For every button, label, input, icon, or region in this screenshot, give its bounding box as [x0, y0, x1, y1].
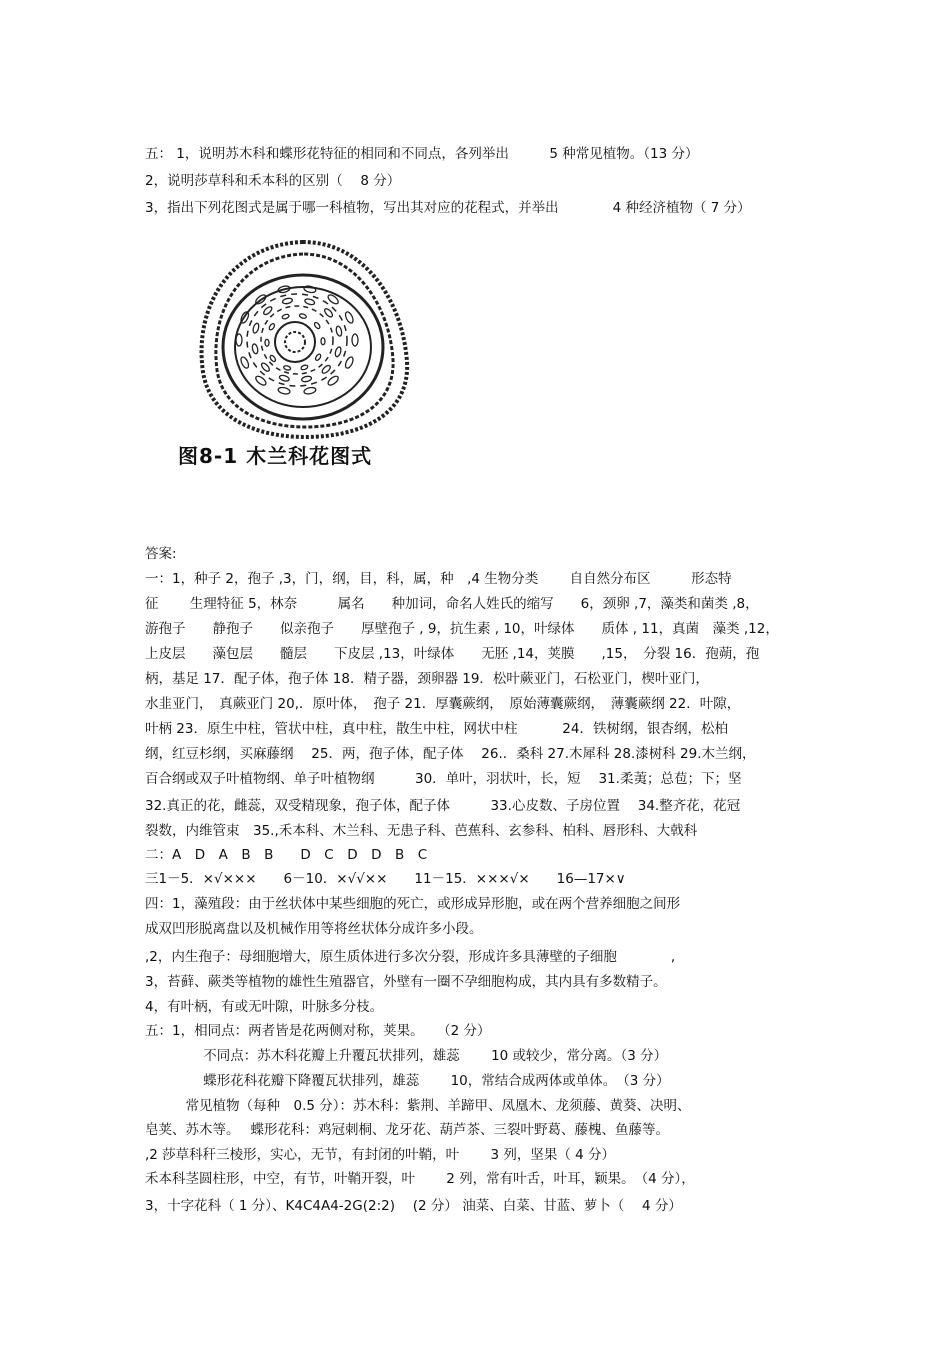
answer-line: ,2 莎草科秆三棱形，实心，无节，有封闭的叶鞘，叶 3 列，坚果（ 4 分）	[145, 1147, 616, 1163]
floral-part-mark	[323, 307, 333, 318]
magnolia-floral-diagram-icon	[175, 232, 435, 472]
floral-part-mark	[335, 326, 342, 337]
floral-part-mark	[269, 354, 276, 362]
floral-part-mark	[268, 323, 275, 331]
answer-line: 上皮层 藻包层 髓层 下皮层 ,13，叶绿体 无胚 ,14，荚膜 ,15， 分裂 16．孢蒴，孢	[145, 646, 760, 662]
floral-part-mark	[252, 343, 259, 354]
floral-part-mark	[321, 364, 332, 374]
floral-part-mark	[301, 375, 312, 382]
answer-line: 征 生理特征 5，林奈 属名 种加词，命名人姓氏的缩写 6，颈卵 ,7，藻类和菌类 ,8，	[145, 596, 759, 612]
floral-part-mark	[278, 386, 291, 395]
answer-line: 一：1，种子 2，孢子 ,3，门，纲，目，科，属，种 ,4 生物分类 自自然分布区 形态特	[145, 571, 732, 587]
floral-part-mark	[334, 346, 342, 357]
floral-part-mark	[303, 285, 316, 294]
answer-line: 百合纲或双子叶植物纲、单子叶植物纲 30．单叶，羽状叶，长，短 31.柔荑；总苞；下；坚	[145, 771, 742, 787]
answer-line: 禾本科茎圆柱形，中空，有节，叶鞘开裂，叶 2 列，常有叶舌，叶耳，颖果。 （4 分），	[145, 1171, 695, 1187]
answer-line: 纲，红豆杉纲，买麻藤纲 25．两，孢子体，配子体 26.．桑科 27.木犀科 28.漆树科 29.木兰纲，	[145, 746, 756, 762]
answer-line: 裂数，内维管束 35.,禾本科、木兰科、无患子科、芭蕉科、玄参科、柏科、唇形科、大戟科	[145, 823, 698, 839]
floral-part-mark	[262, 305, 273, 315]
question-5-2: 2，说明莎草科和禾本科的区别（ 8 分）	[145, 173, 401, 189]
floral-part-mark	[236, 334, 242, 346]
floral-part-mark	[327, 375, 340, 387]
answer-line: 蝶形花科花瓣下降覆瓦状排列，雄蕊 10，常结合成两体或单体。 （3 分）	[145, 1073, 670, 1089]
figure-caption: 图8-1 木兰科花图式	[178, 444, 373, 468]
floral-part-mark	[300, 364, 308, 370]
floral-part-mark	[314, 353, 321, 361]
answer-line: 4，有叶柄，有或无叶隙，叶脉多分枝。	[145, 999, 384, 1015]
floral-part-mark	[260, 362, 270, 373]
answer-line: 皂荚、苏木等。 蝶形花科：鸡冠刺桐、龙牙花、葫芦茶、三裂叶野葛、藤槐、鱼藤等。	[145, 1122, 670, 1138]
question-5-3: 3，指出下列花图式是属于哪一科植物，写出其对应的花程式，并举出 4 种经济植物（ 7 分）	[145, 200, 751, 216]
answer-line: 常见植物（每种 0.5 分）：苏木科：紫荆、羊蹄甲、凤凰木、龙须藤、黄葵、决明、	[145, 1098, 691, 1114]
answer-line: 四：1，藻殖段：由于丝状体中某些细胞的死亡，或形成异形胞，或在两个营养细胞之间形	[145, 896, 681, 912]
answer-line: 水韭亚门， 真蕨亚门 20,．原叶体， 孢子 21．厚囊蕨纲， 原始薄囊蕨纲， 薄囊蕨纲 22．叶隙，	[145, 696, 741, 712]
floral-part-mark	[279, 374, 290, 382]
answer-line: 柄，基足 17．配子体，孢子体 18．精子器，颈卵器 19．松叶蕨亚门，石松亚门，楔叶亚门，	[145, 671, 709, 687]
answer-line: 五：1，相同点：两者皆是花两侧对称，荚果。 （2 分）	[145, 1023, 491, 1039]
floral-part-mark	[239, 356, 250, 369]
floral-part-mark	[344, 356, 355, 369]
floral-part-mark	[304, 298, 315, 306]
floral-part-mark	[352, 334, 358, 346]
answers-heading: 答案:	[145, 546, 177, 562]
floral-part-mark	[265, 339, 269, 346]
floral-part-mark	[313, 322, 320, 330]
answer-line: 32.真正的花，雌蕊，双受精现象，孢子体，配子体 33.心皮数、子房位置 34.整齐花，花冠	[145, 798, 741, 814]
answer-line: 成双凹形脱离盘以及机械作用等将丝状体分成许多小段。	[145, 921, 483, 937]
answer-line: 3，苔藓、蕨类等植物的雄性生殖器官，外壁有一圈不孕细胞构成，其内具有多数精子。	[145, 974, 667, 990]
answer-line: ,2，内生孢子：母细胞增大，原生质体进行多次分裂，形成许多具薄壁的子细胞 ,	[145, 949, 676, 965]
floral-part-mark	[282, 297, 293, 304]
answer-line: 不同点：苏木科花瓣上升覆瓦状排列，雄蕊 10 或较少，常分离。（3 分）	[145, 1048, 668, 1064]
floral-part-mark	[321, 338, 325, 345]
answer-line: 叶柄 23．原生中柱，管状中柱，真中柱，散生中柱，网状中柱 24．铁树纲，银杏纲，松柏	[145, 721, 728, 737]
floral-part-mark	[303, 386, 316, 395]
floral-part-mark	[344, 311, 355, 324]
answer-line: 二：A D A B B D C D D B C	[145, 847, 428, 863]
question-5-1: 五： 1，说明苏木科和蝶形花特征的相同和不同点，各列举出 5 种常见植物。（13 分）	[145, 146, 699, 162]
answer-line: 3，十字花科（ 1 分）、K4C4A4-2G(2:2) (2 分） 油菜、白菜、甘蓝、萝卜（ 4 分）	[145, 1198, 682, 1214]
floral-part-mark	[282, 314, 290, 320]
answer-line: 游孢子 静孢子 似亲孢子 厚壁孢子 , 9，抗生素 , 10，叶绿体 质体 , 11，真菌 藻类 ,12，	[145, 621, 779, 637]
floral-part-mark	[252, 323, 260, 334]
floral-part-mark	[254, 375, 267, 387]
floral-part-mark	[283, 365, 291, 371]
floral-part-mark	[299, 313, 307, 319]
answer-line: 三1－5．×√××× 6－10．×√√×× 11－15．×××√× 16—17×∨	[145, 871, 626, 887]
